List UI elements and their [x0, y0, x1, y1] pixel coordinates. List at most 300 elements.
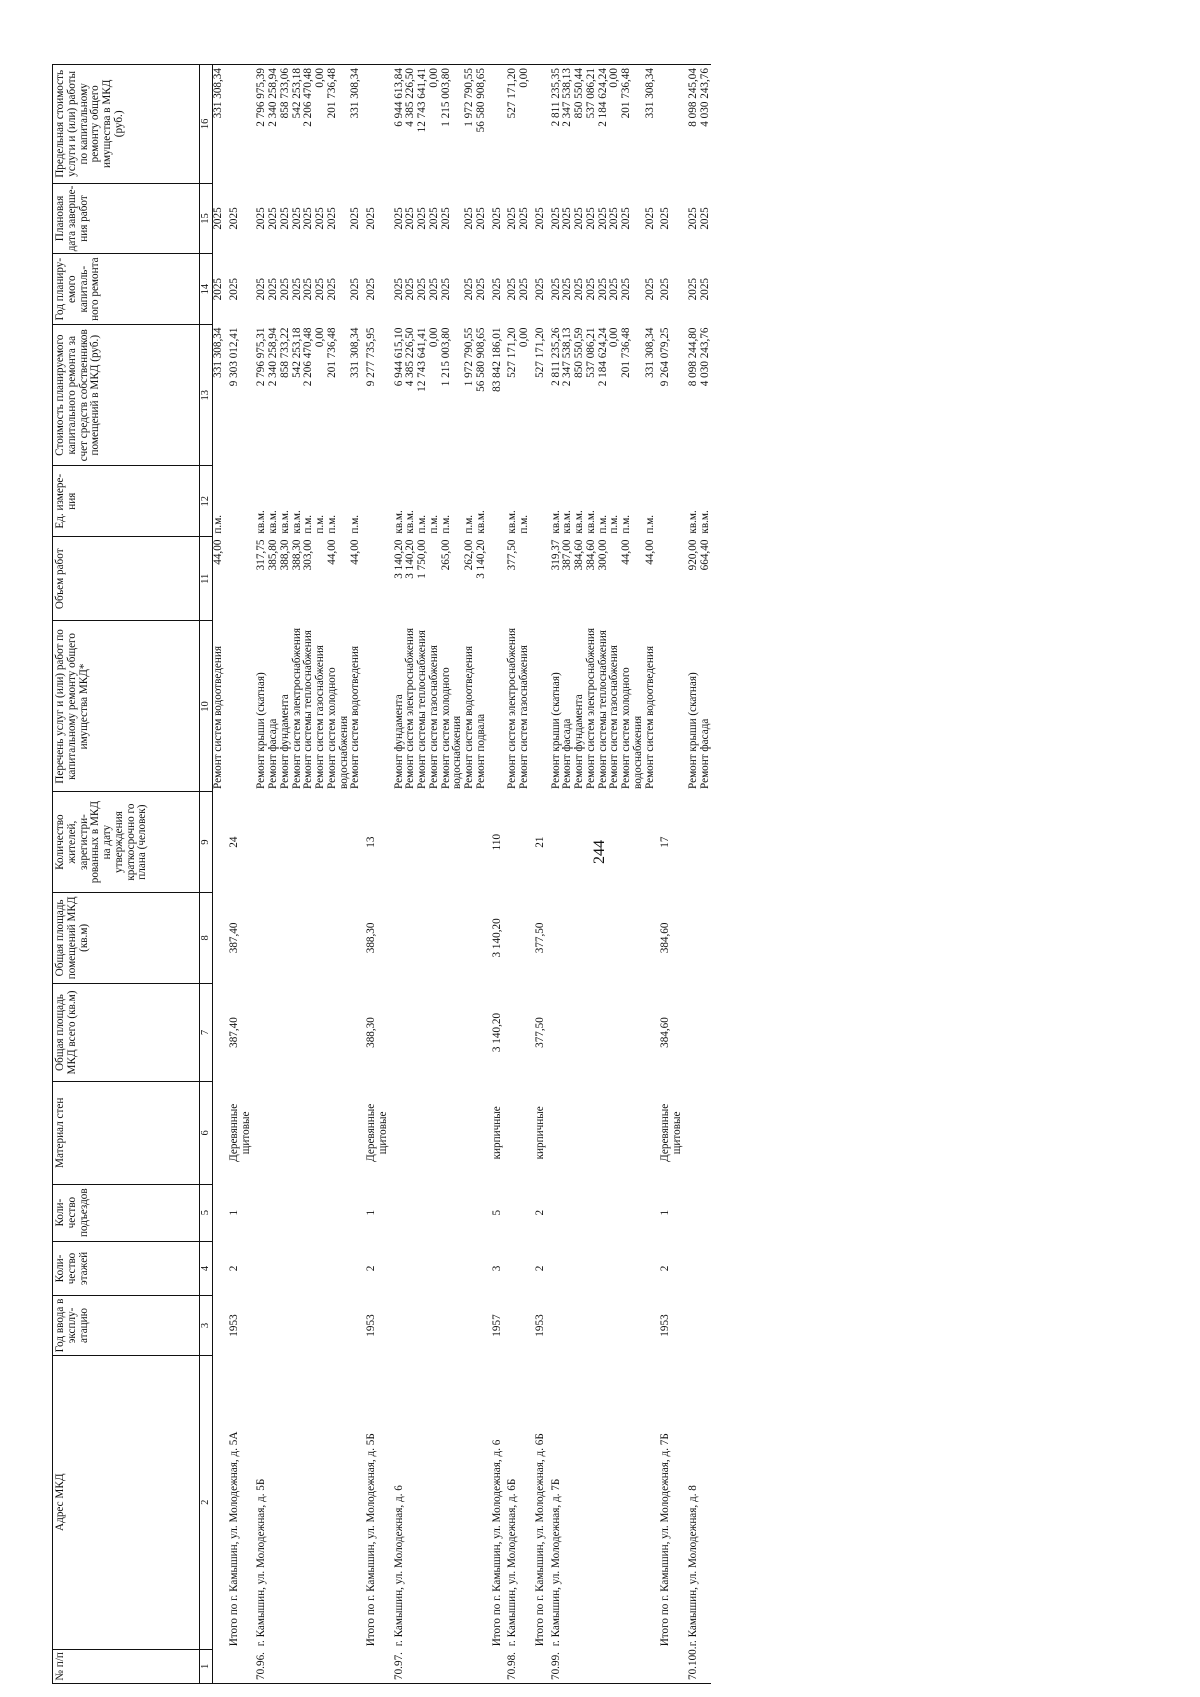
- entrances: [441, 1184, 465, 1241]
- row-number: [315, 1649, 327, 1683]
- total-row: [366, 65, 390, 1684]
- residents: 110: [490, 833, 503, 851]
- commission-year: [213, 1296, 225, 1355]
- repair-year: 2025: [608, 277, 621, 301]
- max-cost: [366, 65, 390, 184]
- entrances: [429, 1184, 441, 1241]
- work-volume: 44,00: [620, 539, 632, 565]
- row-number: [574, 1649, 586, 1683]
- unit: кв.м.: [392, 510, 405, 534]
- column-number: 10: [200, 621, 213, 792]
- total-area: [441, 983, 465, 1081]
- floors: [315, 1241, 327, 1296]
- planned-cost: 201 736,48: [325, 327, 338, 378]
- row-number: [229, 1649, 253, 1683]
- work-row: [213, 65, 225, 1684]
- work-row: [303, 65, 315, 1684]
- commission-year: 1953: [533, 1314, 546, 1337]
- header-cell: Материал стен: [53, 1082, 200, 1185]
- max-cost: 2 184 624,24: [598, 65, 610, 184]
- entrances: [645, 1184, 657, 1241]
- entrances: [700, 1184, 712, 1241]
- column-number: 11: [200, 537, 213, 621]
- planned-cost: 9 303 012,41: [227, 327, 240, 387]
- max-cost: [535, 65, 547, 184]
- total-area: [256, 983, 268, 1081]
- completion-year: 2025: [620, 207, 632, 230]
- planned-cost: 537 086,21: [584, 327, 597, 378]
- premises-area: 387,40: [227, 922, 240, 954]
- max-cost: 0,00: [519, 65, 531, 184]
- row-number: [562, 1649, 574, 1683]
- address: [303, 1355, 315, 1649]
- residents: 17: [659, 836, 672, 848]
- work-type: [229, 621, 253, 792]
- unit: кв.м.: [506, 510, 519, 534]
- unit: п.м.: [620, 514, 632, 534]
- completion-year: 2025: [278, 207, 291, 230]
- floors: [268, 1241, 280, 1296]
- address: г. Камышин, ул. Молодежная, д. 6Б: [506, 1478, 519, 1647]
- commission-year: [700, 1296, 712, 1355]
- work-volume: 664,40: [698, 539, 711, 571]
- row-number: [476, 1649, 488, 1683]
- floors: [441, 1241, 465, 1296]
- premises-area: [700, 892, 712, 983]
- address: г. Камышин, ул. Молодежная, д. 6: [392, 1485, 405, 1647]
- house-row: [256, 65, 268, 1684]
- residents: 24: [227, 836, 240, 848]
- premises-area: [213, 892, 225, 983]
- floors: [586, 1241, 598, 1296]
- floors: 2: [533, 1265, 546, 1272]
- commission-year: [429, 1296, 441, 1355]
- residents: [303, 792, 315, 892]
- column-number: 8: [200, 892, 213, 983]
- work-volume: 317,75: [255, 539, 268, 571]
- header-cell: Ед. измере-ния: [53, 466, 200, 537]
- completion-year: 2025: [659, 207, 672, 230]
- completion-year: 2025: [302, 207, 315, 230]
- unit: [229, 466, 253, 537]
- repair-year: 2025: [643, 277, 656, 301]
- max-cost: 4 030 243,76: [700, 65, 712, 184]
- entrances: [315, 1184, 327, 1241]
- address: [609, 1355, 621, 1649]
- work-volume: [519, 537, 531, 621]
- row-number: [292, 1649, 304, 1683]
- work-row: [586, 65, 598, 1684]
- max-cost: 331 308,34: [213, 65, 225, 184]
- residents: [350, 792, 362, 892]
- capital-repair-table: [52, 64, 711, 1684]
- work-type: Ремонт системы теплоснабжения: [416, 630, 428, 789]
- floors: [562, 1241, 574, 1296]
- row-number: [213, 1649, 225, 1683]
- work-row: [441, 65, 465, 1684]
- header-cell: Коли-чество подъездов: [53, 1184, 200, 1241]
- max-cost: 1 972 790,55: [464, 65, 476, 184]
- address: г. Камышин, ул. Молодежная, д. 5Б: [255, 1478, 268, 1647]
- residents: [268, 792, 280, 892]
- row-number: [609, 1649, 621, 1683]
- row-number: [598, 1649, 610, 1683]
- planned-cost: 542 253,18: [290, 327, 303, 378]
- entrances: [256, 1184, 268, 1241]
- floors: [350, 1241, 362, 1296]
- total-area: [507, 983, 519, 1081]
- planned-cost: 858 733,22: [278, 327, 291, 378]
- total-area: [645, 983, 657, 1081]
- wall-material: [476, 1082, 488, 1185]
- commission-year: [507, 1296, 519, 1355]
- floors: [476, 1241, 488, 1296]
- premises-area: [574, 892, 586, 983]
- row-number: [441, 1649, 465, 1683]
- work-volume: 265,00: [439, 539, 452, 571]
- work-volume: 1 750,00: [416, 539, 428, 579]
- completion-year: 2025: [212, 207, 224, 230]
- work-volume: 44,00: [325, 539, 338, 565]
- residents: [394, 792, 406, 892]
- entrances: [574, 1184, 586, 1241]
- column-number: 1: [200, 1649, 213, 1683]
- premises-area: [429, 892, 441, 983]
- planned-cost: 83 842 186,01: [490, 327, 503, 392]
- commission-year: [598, 1296, 610, 1355]
- unit: кв.м.: [267, 510, 279, 534]
- max-cost: 0,00: [609, 65, 621, 184]
- commission-year: [280, 1296, 292, 1355]
- unit: п.м.: [643, 514, 656, 534]
- max-cost: 0,00: [315, 65, 327, 184]
- completion-year: 2025: [314, 207, 326, 230]
- planned-cost: 1 972 790,55: [463, 327, 475, 387]
- work-volume: 920,00: [686, 539, 699, 571]
- work-type: Ремонт систем водоотведения: [212, 646, 224, 789]
- commission-year: [476, 1296, 488, 1355]
- unit: п.м.: [302, 514, 315, 534]
- total-area: 384,60: [659, 1017, 672, 1048]
- repair-year: 2025: [686, 277, 699, 301]
- repair-year: 2025: [620, 277, 632, 301]
- address: [268, 1355, 280, 1649]
- wall-material: [303, 1082, 315, 1185]
- premises-area: 388,30: [365, 922, 377, 954]
- completion-year: 2025: [506, 207, 519, 230]
- wall-material: [268, 1082, 280, 1185]
- repair-year: 2025: [490, 277, 503, 301]
- residents: [574, 792, 586, 892]
- residents: [464, 792, 476, 892]
- planned-cost: 1 215 003,80: [439, 327, 452, 387]
- residents: [645, 792, 657, 892]
- work-volume: 388,30: [278, 539, 291, 571]
- completion-year: 2025: [573, 207, 585, 230]
- entrances: [519, 1184, 531, 1241]
- unit: кв.м.: [561, 510, 574, 534]
- commission-year: [256, 1296, 268, 1355]
- house-row: [688, 65, 700, 1684]
- house-row: [507, 65, 519, 1684]
- total-area: [586, 983, 598, 1081]
- wall-material: [551, 1082, 563, 1185]
- commission-year: 1953: [365, 1314, 377, 1337]
- unit: кв.м.: [584, 510, 597, 534]
- unit: кв.м.: [255, 510, 268, 534]
- completion-year: 2025: [596, 207, 609, 230]
- commission-year: 1957: [490, 1314, 503, 1337]
- residents: [327, 792, 351, 892]
- unit: п.м.: [314, 514, 326, 534]
- unit: п.м.: [349, 514, 362, 534]
- work-row: [700, 65, 712, 1684]
- work-row: [562, 65, 574, 1684]
- header-cell: Год планиру-емого капиталь-ного ремонта: [53, 254, 200, 325]
- floors: 2: [365, 1265, 377, 1272]
- column-number: 12: [200, 466, 213, 537]
- total-row: [535, 65, 547, 1684]
- premises-area: [417, 892, 429, 983]
- row-number: [327, 1649, 351, 1683]
- premises-area: [519, 892, 531, 983]
- completion-year: 2025: [463, 207, 475, 230]
- repair-year: 2025: [474, 277, 487, 301]
- work-volume: 384,60: [584, 539, 597, 571]
- address: [315, 1355, 327, 1649]
- floors: [280, 1241, 292, 1296]
- planned-cost: 0,00: [314, 327, 326, 348]
- wall-material: [574, 1082, 586, 1185]
- total-area: [700, 983, 712, 1081]
- work-row: [598, 65, 610, 1684]
- premises-area: [551, 892, 563, 983]
- address: Итого по г. Камышин, ул. Молодежная, д. 5А: [227, 1431, 240, 1647]
- work-row: [268, 65, 280, 1684]
- entrances: [598, 1184, 610, 1241]
- total-area: [562, 983, 574, 1081]
- total-area: [464, 983, 476, 1081]
- floors: [688, 1241, 700, 1296]
- residents: [688, 792, 700, 892]
- work-volume: 3 140,20: [392, 539, 405, 579]
- total-area: 377,50: [533, 1017, 546, 1048]
- row-number: [464, 1649, 476, 1683]
- work-type: Ремонт систем холодного водоснабжения: [325, 667, 350, 789]
- total-area: [551, 983, 563, 1081]
- max-cost: 527 171,20: [507, 65, 519, 184]
- wall-material: [213, 1082, 225, 1185]
- planned-cost: 0,00: [608, 327, 621, 348]
- unit: кв.м.: [698, 510, 711, 534]
- wall-material: [586, 1082, 598, 1185]
- residents: [315, 792, 327, 892]
- work-volume: 3 140,20: [404, 539, 417, 579]
- row-number: [405, 1649, 417, 1683]
- commission-year: [441, 1296, 465, 1355]
- floors: 2: [227, 1265, 240, 1272]
- header-cell: № п/п: [53, 1649, 200, 1683]
- planned-cost: 9 277 735,95: [365, 327, 377, 387]
- unit: кв.м.: [686, 510, 699, 534]
- total-area: [303, 983, 315, 1081]
- floors: [256, 1241, 268, 1296]
- address: Итого по г. Камышин, ул. Молодежная, д. 7Б: [659, 1433, 672, 1647]
- planned-cost: 4 030 243,76: [698, 327, 711, 387]
- commission-year: 1953: [227, 1314, 240, 1337]
- residents: [280, 792, 292, 892]
- completion-year: 2025: [533, 207, 546, 230]
- commission-year: [292, 1296, 304, 1355]
- completion-year: 2025: [427, 207, 440, 230]
- address: Итого по г. Камышин, ул. Молодежная, д. 5Б: [365, 1433, 377, 1647]
- commission-year: 1953: [659, 1314, 672, 1337]
- unit: кв.м.: [573, 510, 585, 534]
- max-cost: [660, 65, 684, 184]
- unit: п.м.: [325, 514, 338, 534]
- address: [621, 1355, 645, 1649]
- house-row: [394, 65, 406, 1684]
- total-area: [417, 983, 429, 1081]
- max-cost: 8 098 245,04: [688, 65, 700, 184]
- max-cost: 2 811 235,35: [551, 65, 563, 184]
- residents: [429, 792, 441, 892]
- max-cost: 56 580 908,65: [476, 65, 488, 184]
- header-cell: Общая площадь МКД всего (кв.м): [53, 983, 200, 1081]
- work-volume: [660, 537, 684, 621]
- repair-year: 2025: [549, 277, 562, 301]
- wall-material: [700, 1082, 712, 1185]
- total-area: [315, 983, 327, 1081]
- total-area: [476, 983, 488, 1081]
- entrances: [609, 1184, 621, 1241]
- repair-year: 2025: [573, 277, 585, 301]
- total-area: [327, 983, 351, 1081]
- floors: [303, 1241, 315, 1296]
- residents: [256, 792, 268, 892]
- work-type: Ремонт систем электроснабжения: [506, 627, 519, 789]
- total-area: [688, 983, 700, 1081]
- commission-year: [405, 1296, 417, 1355]
- row-number: 70.96.: [256, 1649, 268, 1683]
- column-number: 3: [200, 1296, 213, 1355]
- floors: [700, 1241, 712, 1296]
- residents: [292, 792, 304, 892]
- address: [464, 1355, 476, 1649]
- premises-area: [688, 892, 700, 983]
- wall-material: [645, 1082, 657, 1185]
- residents: [562, 792, 574, 892]
- column-number: 5: [200, 1184, 213, 1241]
- work-type: Ремонт систем водоотведения: [643, 646, 656, 789]
- planned-cost: 527 171,20: [506, 327, 519, 378]
- floors: [519, 1241, 531, 1296]
- work-type: Ремонт фундамента: [392, 694, 405, 789]
- wall-material: [519, 1082, 531, 1185]
- work-volume: [229, 537, 253, 621]
- address: [417, 1355, 429, 1649]
- house-row: [551, 65, 563, 1684]
- max-cost: 537 086,21: [586, 65, 598, 184]
- address: [350, 1355, 362, 1649]
- column-number: 16: [200, 65, 213, 184]
- work-volume: 44,00: [643, 539, 656, 565]
- repair-year: 2025: [427, 277, 440, 301]
- completion-year: 2025: [349, 207, 362, 230]
- unit: [492, 466, 504, 537]
- floors: [417, 1241, 429, 1296]
- repair-year: 2025: [392, 277, 405, 301]
- max-cost: 331 308,34: [645, 65, 657, 184]
- premises-area: [327, 892, 351, 983]
- work-volume: 262,00: [463, 539, 475, 571]
- row-number: [700, 1649, 712, 1683]
- address: [213, 1355, 225, 1649]
- premises-area: [405, 892, 417, 983]
- premises-area: [464, 892, 476, 983]
- row-number: 70.97.: [394, 1649, 406, 1683]
- floors: [621, 1241, 645, 1296]
- floors: [429, 1241, 441, 1296]
- repair-year: 2025: [561, 277, 574, 301]
- wall-material: Деревянные щитовые: [659, 1103, 683, 1162]
- wall-material: кирпичные: [533, 1106, 546, 1160]
- page-number: 244: [591, 840, 608, 864]
- address: [586, 1355, 598, 1649]
- floors: [574, 1241, 586, 1296]
- floors: [327, 1241, 351, 1296]
- address: г. Камышин, ул. Молодежная, д. 8: [686, 1485, 699, 1647]
- entrances: 5: [490, 1209, 503, 1216]
- max-cost: 12 743 641,41: [417, 65, 429, 184]
- premises-area: [621, 892, 645, 983]
- residents: [609, 792, 621, 892]
- max-cost: [492, 65, 504, 184]
- row-number: [366, 1649, 390, 1683]
- entrances: 2: [533, 1209, 546, 1216]
- residents: [586, 792, 598, 892]
- row-number: [519, 1649, 531, 1683]
- row-number: [268, 1649, 280, 1683]
- row-number: 70.99.: [551, 1649, 563, 1683]
- completion-year: 2025: [365, 207, 377, 230]
- header-row: [53, 65, 200, 1684]
- work-volume: 44,00: [349, 539, 362, 565]
- repair-year: 2025: [584, 277, 597, 301]
- unit: кв.м.: [404, 510, 417, 534]
- wall-material: [507, 1082, 519, 1185]
- entrances: [586, 1184, 598, 1241]
- work-row: [464, 65, 476, 1684]
- total-area: 388,30: [365, 1017, 377, 1048]
- commission-year: [464, 1296, 476, 1355]
- repair-year: 2025: [325, 277, 338, 301]
- work-row: [645, 65, 657, 1684]
- repair-year: 2025: [212, 277, 224, 301]
- header-cell: Адрес МКД: [53, 1355, 200, 1649]
- unit: п.м.: [596, 514, 609, 534]
- row-number: 70.98.: [507, 1649, 519, 1683]
- floors: [551, 1241, 563, 1296]
- unit: п.м.: [427, 514, 440, 534]
- header-cell: Год ввода в эксплу-атацию: [53, 1296, 200, 1355]
- planned-cost: 4 385 226,50: [404, 327, 417, 387]
- work-type: [535, 621, 547, 792]
- work-row: [327, 65, 351, 1684]
- column-number: 14: [200, 254, 213, 325]
- work-row: [519, 65, 531, 1684]
- header-cell: Объем работ: [53, 537, 200, 621]
